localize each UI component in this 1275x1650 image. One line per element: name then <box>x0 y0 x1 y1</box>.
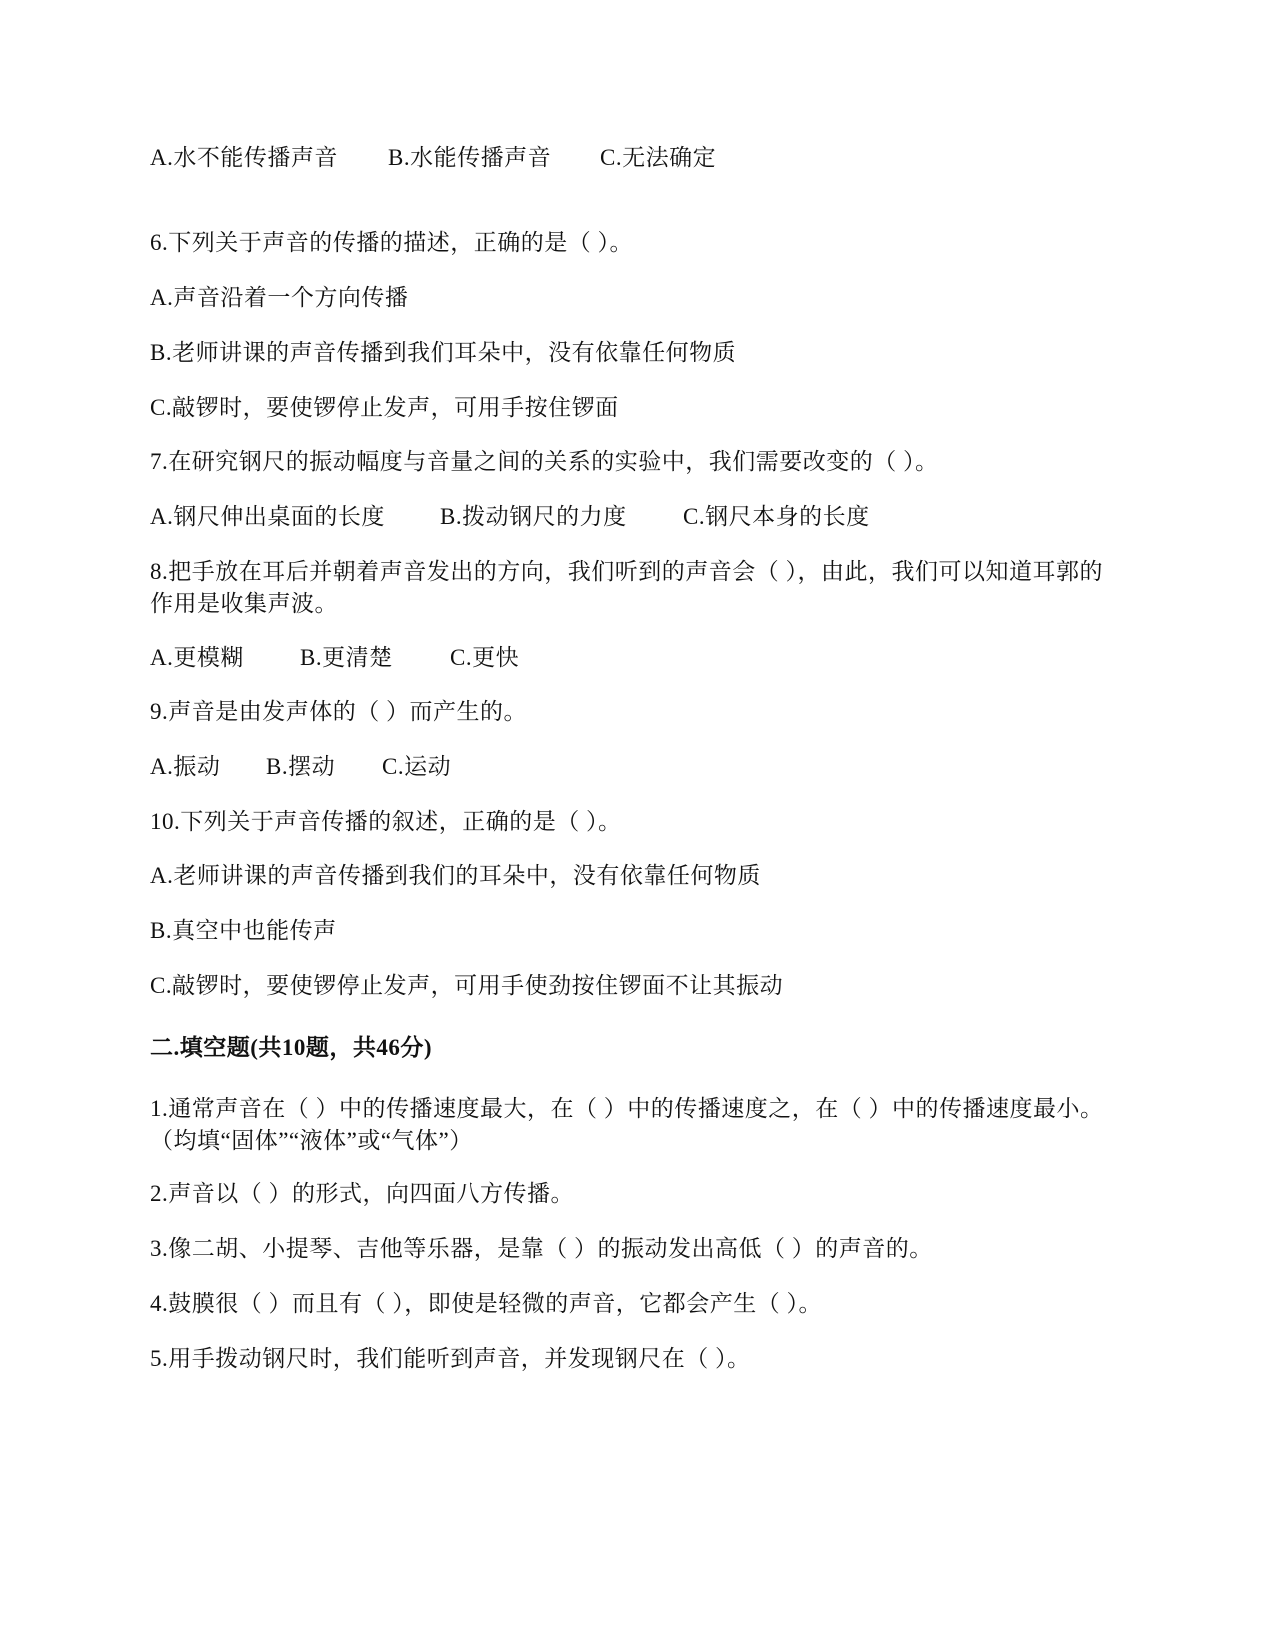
q9-options <box>150 751 451 783</box>
fill-question-4: 4.鼓膜很（ ）而且有（ ），即使是轻微的声音，它都会产生（ ）。 <box>150 1291 822 1316</box>
option-c: C.钢尺本身的长度 <box>683 504 870 529</box>
option-b: B.拨动钢尺的力度 <box>440 504 627 529</box>
q10-option-b: B.真空中也能传声 <box>150 918 337 943</box>
option-b: B.水能传播声音 <box>388 145 552 170</box>
option-c: C.更快 <box>450 645 520 670</box>
option-b: B.摆动 <box>266 754 336 779</box>
option-a: A.振动 <box>150 754 221 779</box>
section-heading: 二.填空题(共10题，共46分) <box>150 1035 433 1060</box>
fill-question-5: 5.用手拨动钢尺时，我们能听到声音，并发现钢尺在（ ）。 <box>150 1346 751 1371</box>
fill-question-1: 1.通常声音在（ ）中的传播速度最大，在（ ）中的传播速度之，在（ ）中的传播速度最小。（均填“固体”“液体”或“气体”） <box>150 1096 1104 1153</box>
question-10-stem: 10.下列关于声音传播的叙述，正确的是（ ）。 <box>150 809 622 834</box>
q8-options <box>150 642 519 674</box>
q5-options <box>150 142 716 174</box>
question-6-stem: 6.下列关于声音的传播的描述，正确的是（ ）。 <box>150 230 633 255</box>
q6-option-c: C.敲锣时，要使锣停止发声，可用手按住锣面 <box>150 395 619 420</box>
q10-option-a: A.老师讲课的声音传播到我们的耳朵中，没有依靠任何物质 <box>150 863 761 888</box>
option-a: A.钢尺伸出桌面的长度 <box>150 504 385 529</box>
option-a: A.水不能传播声音 <box>150 145 338 170</box>
option-c: C.运动 <box>382 754 452 779</box>
question-7-stem: 7.在研究钢尺的振动幅度与音量之间的关系的实验中，我们需要改变的（ ）。 <box>150 449 939 474</box>
q10-option-c: C.敲锣时，要使锣停止发声，可用手使劲按住锣面不让其振动 <box>150 973 784 998</box>
q6-option-b: B.老师讲课的声音传播到我们耳朵中，没有依靠任何物质 <box>150 340 737 365</box>
fill-question-3: 3.像二胡、小提琴、吉他等乐器，是靠（ ）的振动发出高低（ ）的声音的。 <box>150 1236 933 1261</box>
option-c: C.无法确定 <box>600 145 717 170</box>
fill-question-2: 2.声音以（ ）的形式，向四面八方传播。 <box>150 1181 574 1206</box>
q6-option-a: A.声音沿着一个方向传播 <box>150 285 409 310</box>
option-b: B.更清楚 <box>300 645 393 670</box>
q7-options <box>150 501 870 533</box>
question-9-stem: 9.声音是由发声体的（ ）而产生的。 <box>150 699 527 724</box>
question-8-stem: 8.把手放在耳后并朝着声音发出的方向，我们听到的声音会（ ），由此，我们可以知道耳郭的作用是收集声波。 <box>150 559 1103 616</box>
option-a: A.更模糊 <box>150 645 244 670</box>
